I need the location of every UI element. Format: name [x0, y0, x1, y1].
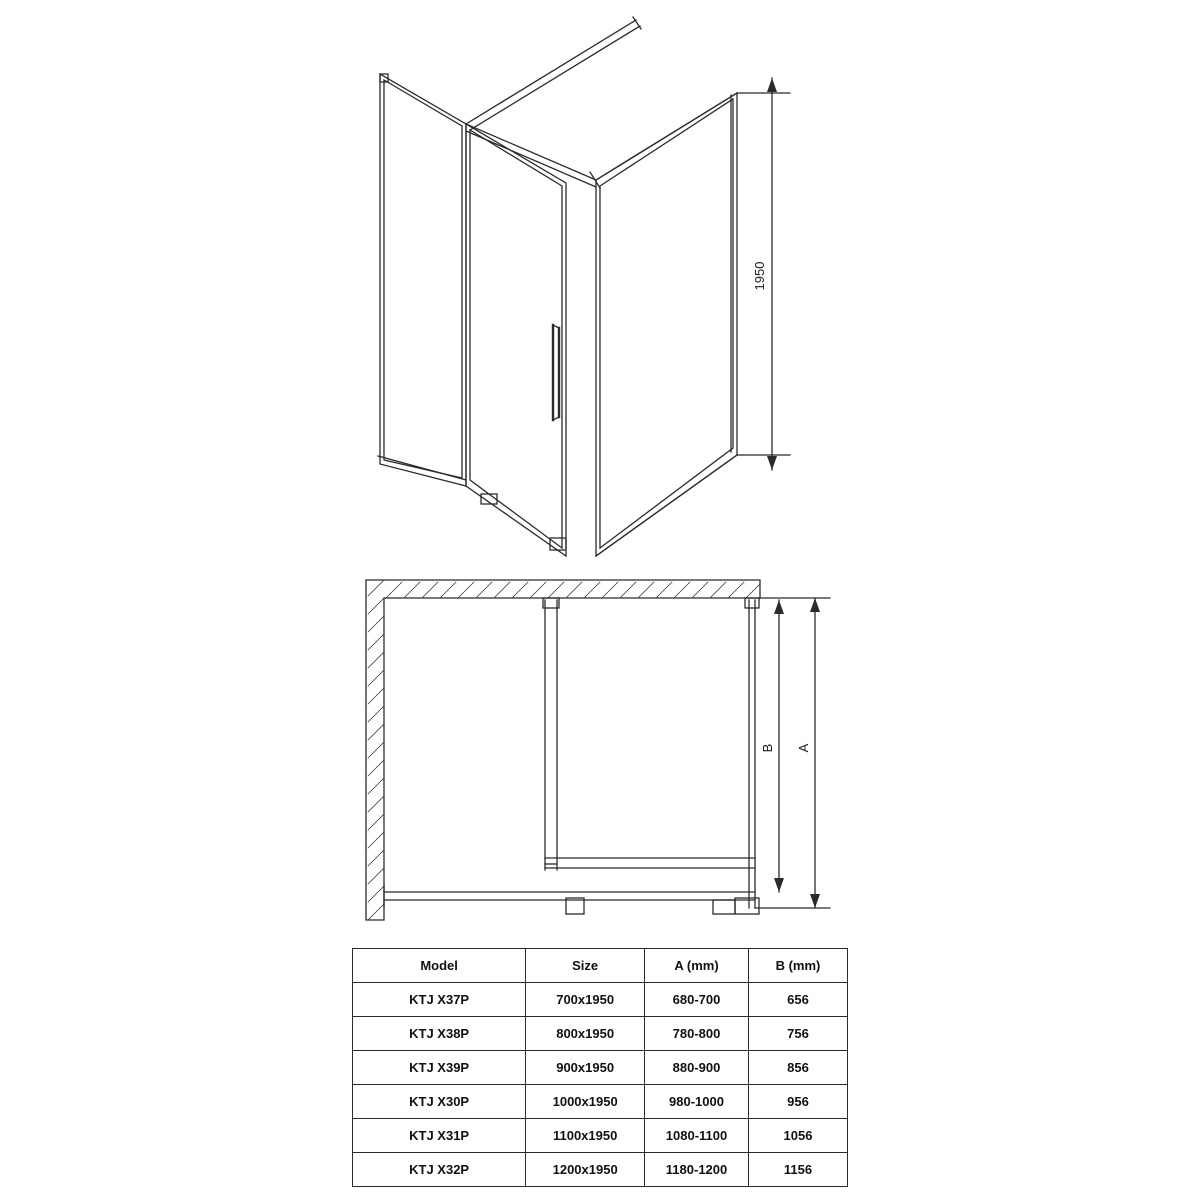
height-dimension-label: 1950 [752, 261, 767, 291]
sliding-door-panel-inner [470, 130, 562, 548]
cell-size: 1000x1950 [526, 1085, 645, 1119]
table-row [353, 1017, 848, 1051]
cell-b: 656 [748, 983, 847, 1017]
dim-b-arrow-bottom [774, 878, 784, 892]
top-rail-front-2 [466, 131, 596, 187]
cell-a: 1180-1200 [645, 1153, 749, 1187]
cell-a: 880-900 [645, 1051, 749, 1085]
plan-dimension-b-label: B [760, 743, 775, 753]
perspective-view-group [378, 17, 790, 556]
left-fixed-panel [380, 74, 466, 486]
table-header-row [353, 949, 848, 983]
dim-b-arrow-top [774, 600, 784, 614]
dim-a-arrow-top [810, 598, 820, 612]
plan-dimension-a-label: A [796, 743, 811, 753]
cell-model: KTJ X38P [353, 1017, 526, 1051]
cell-size: 1200x1950 [526, 1153, 645, 1187]
table-row [353, 1119, 848, 1153]
left-fixed-panel-inner [384, 80, 462, 478]
cell-model: KTJ X37P [353, 983, 526, 1017]
cell-model: KTJ X31P [353, 1119, 526, 1153]
dim-a-arrow-bottom [810, 894, 820, 908]
plan-right-panel-top-bracket [745, 598, 759, 608]
cell-a: 980-1000 [645, 1085, 749, 1119]
cell-size: 1100x1950 [526, 1119, 645, 1153]
table-header-model: Model [353, 949, 526, 983]
cell-b: 856 [748, 1051, 847, 1085]
right-side-panel-inner [600, 99, 733, 548]
cell-b: 1156 [748, 1153, 847, 1187]
right-panel-top-edge [596, 93, 737, 180]
table-row [353, 1085, 848, 1119]
dim-arrow-top [767, 78, 777, 92]
cell-a: 780-800 [645, 1017, 749, 1051]
cell-size: 800x1950 [526, 1017, 645, 1051]
table-row [353, 983, 848, 1017]
cell-b: 1056 [748, 1119, 847, 1153]
cell-size: 700x1950 [526, 983, 645, 1017]
table-header-a: A (mm) [645, 949, 749, 983]
plan-right-roller [713, 900, 735, 914]
door-roller-right [550, 538, 566, 550]
table-row [353, 1051, 848, 1085]
dim-arrow-bottom [767, 456, 777, 470]
left-bottom-rail [378, 456, 466, 480]
plan-dimension-b [774, 600, 784, 892]
cell-a: 1080-1100 [645, 1119, 749, 1153]
model-size-table [352, 948, 848, 1187]
cell-model: KTJ X32P [353, 1153, 526, 1187]
table-header-size: Size [526, 949, 645, 983]
cell-b: 756 [748, 1017, 847, 1051]
right-panel-bottom-edge [596, 455, 737, 556]
table-row [353, 1153, 848, 1187]
right-side-panel [596, 93, 737, 556]
support-bar-upper [466, 20, 636, 124]
cell-a: 680-700 [645, 983, 749, 1017]
cell-model: KTJ X39P [353, 1051, 526, 1085]
table-header-b: B (mm) [748, 949, 847, 983]
wall-outline [366, 580, 760, 920]
top-rail-front [466, 124, 596, 180]
cell-size: 900x1950 [526, 1051, 645, 1085]
cell-model: KTJ X30P [353, 1085, 526, 1119]
sliding-door-panel [466, 124, 566, 556]
cell-b: 956 [748, 1085, 847, 1119]
wall-hatching [368, 580, 760, 920]
support-bar-upper-2 [470, 26, 640, 130]
